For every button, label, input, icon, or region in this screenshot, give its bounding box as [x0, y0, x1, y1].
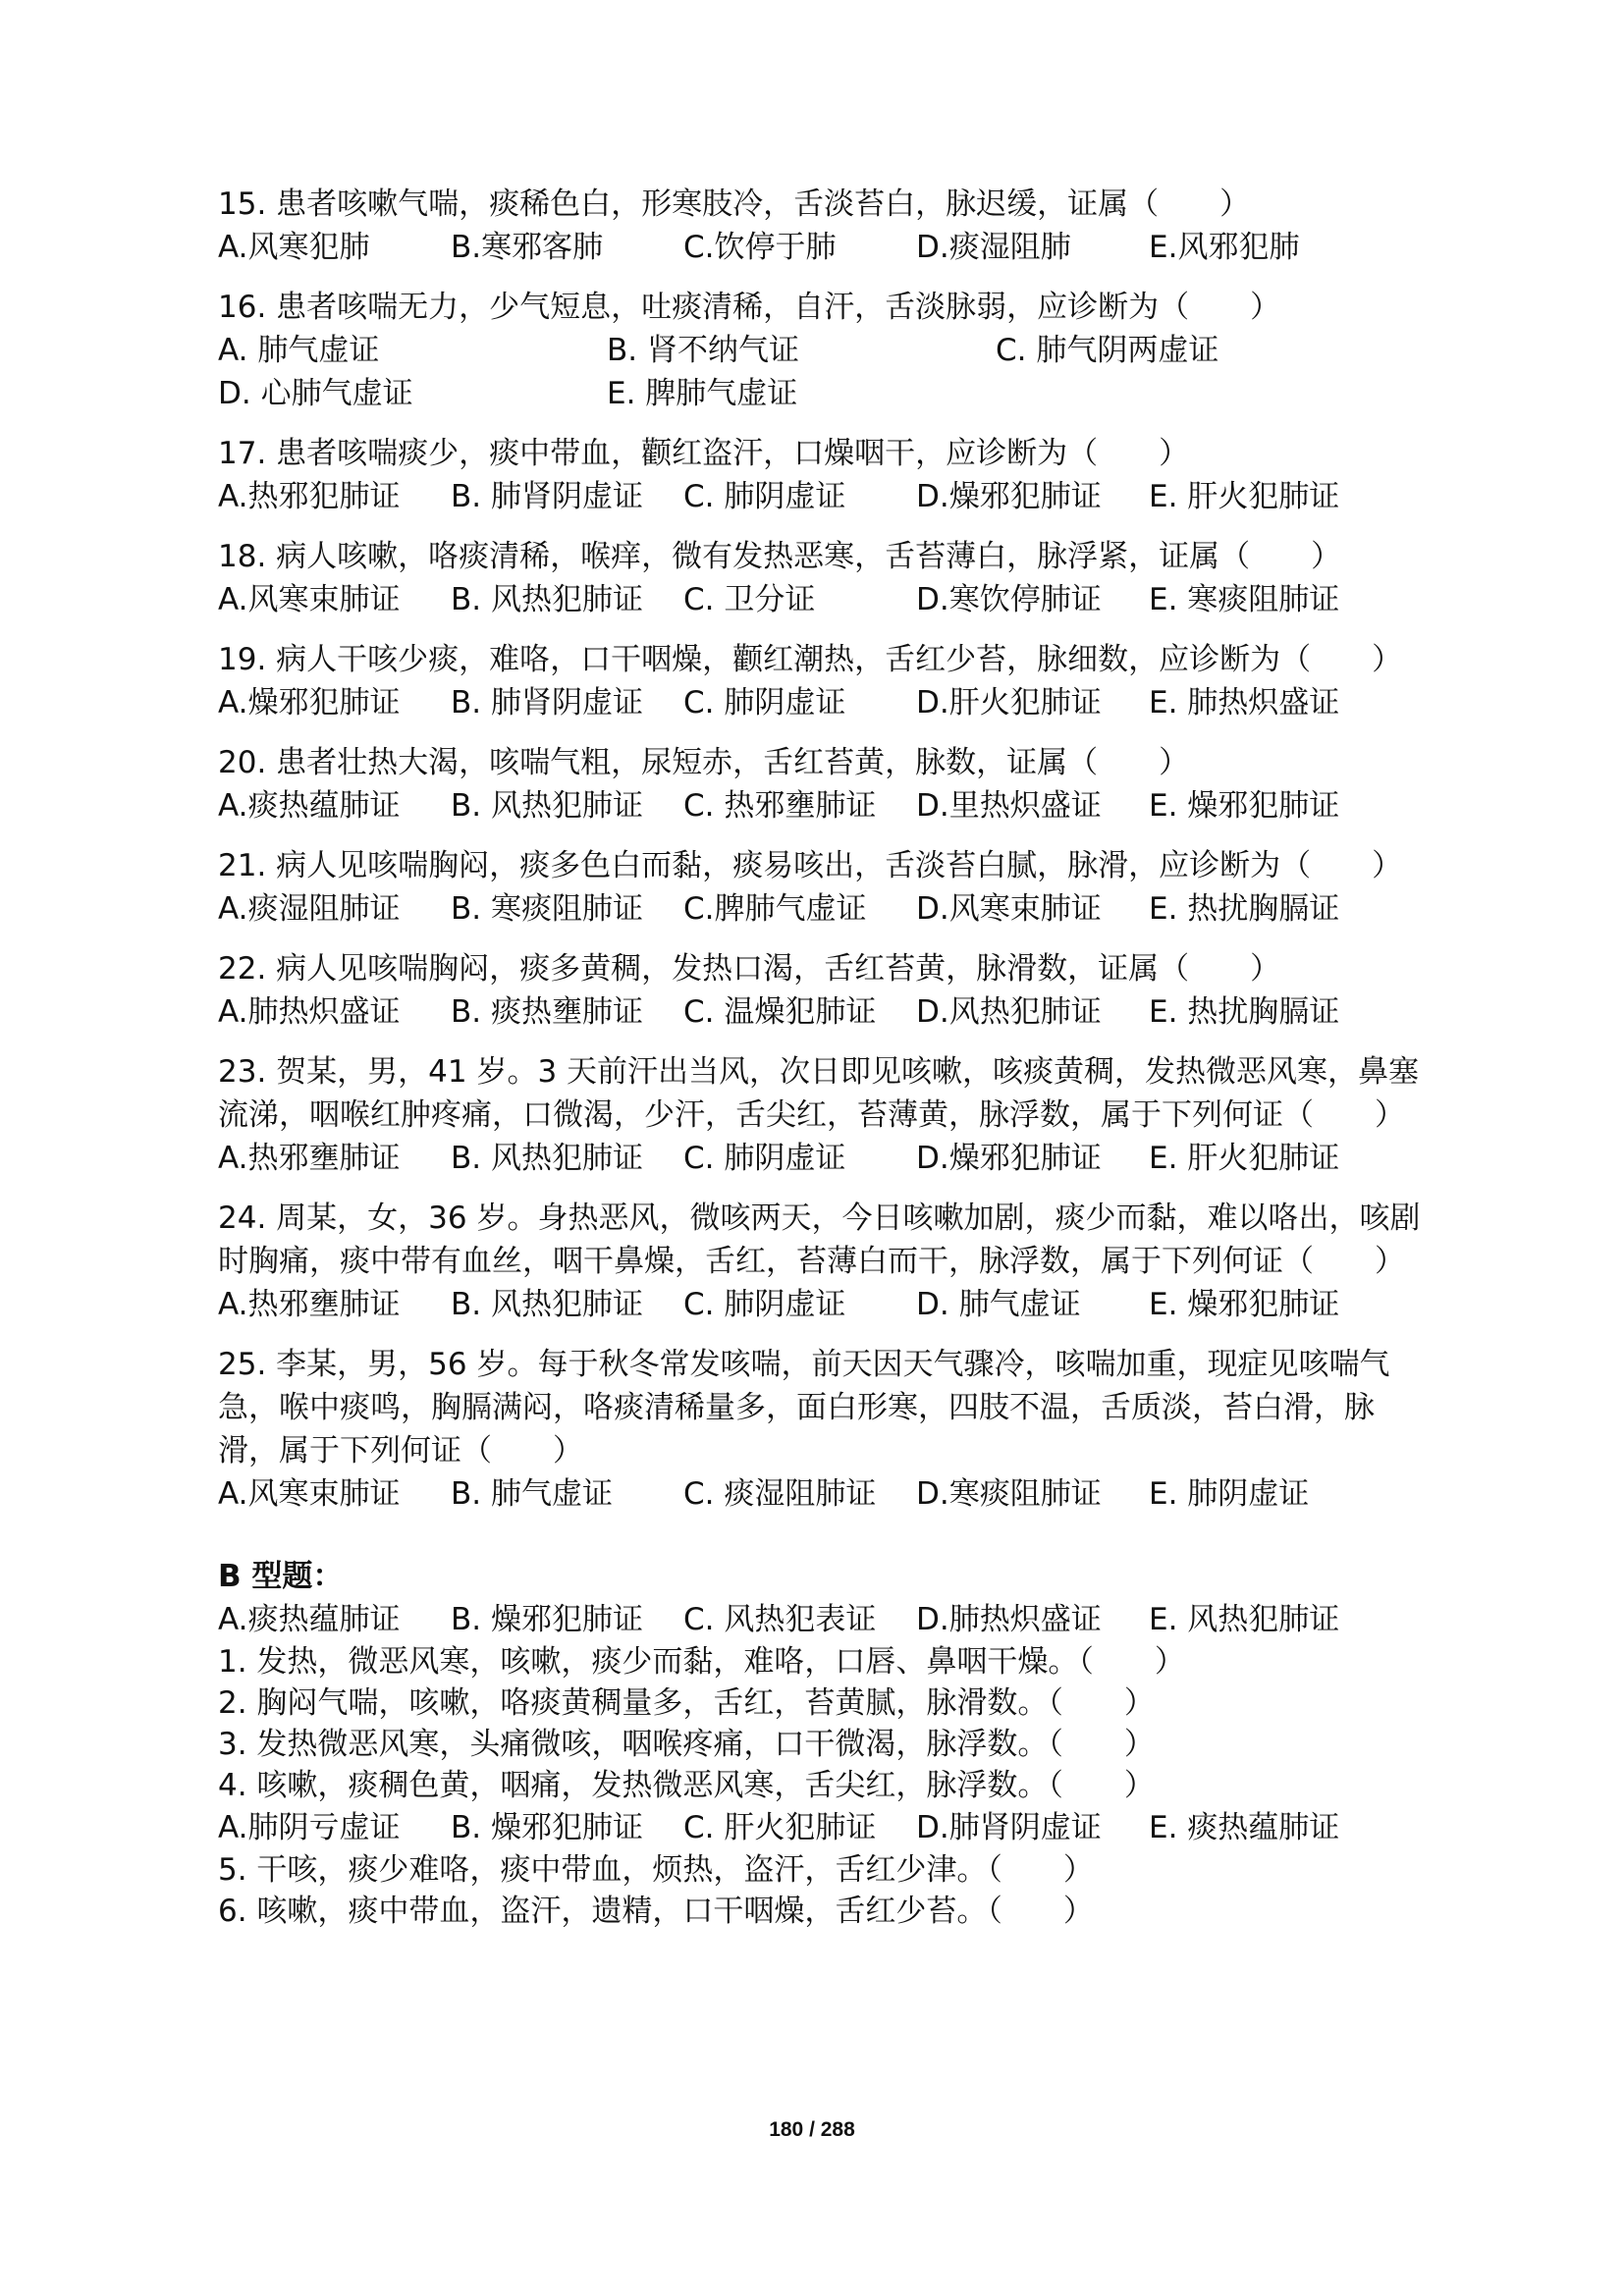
question-stem: 24. 周某，女，36 岁。身热恶风，微咳两天，今日咳嗽加剧，痰少而黏，难以咯出，咳剧时胸痛，痰中带有血丝，咽干鼻燥，舌红，苔薄白而干，脉浮数，属于下列何证（ ） [218, 1201, 1421, 1279]
option-c: C. 肝火犯肺证 [683, 1810, 877, 1845]
option-a: A.风寒束肺证 [218, 582, 401, 617]
option-a: A.热邪壅肺证 [218, 1141, 401, 1176]
option-a: A. 肺气虚证 [218, 333, 380, 368]
option-d: D.里热炽盛证 [916, 788, 1102, 824]
option-e: E.风邪犯肺 [1149, 230, 1300, 265]
b-question-5: 5. 干咳，痰少难咯，痰中带血，烦热，盗汗，舌红少津。（ ） [218, 1852, 1094, 1888]
option-d: D.风寒束肺证 [916, 891, 1102, 927]
b-group-1-options [218, 1598, 1426, 1641]
option-d: D.肺肾阴虚证 [916, 1810, 1102, 1845]
answer-options [218, 887, 1426, 931]
option-c: C. 温燥犯肺证 [683, 994, 877, 1030]
option-b: B. 肾不纳气证 [607, 333, 799, 368]
option-d: D.燥邪犯肺证 [916, 479, 1102, 514]
option-c: C.饮停于肺 [683, 230, 837, 265]
option-c: C. 热邪壅肺证 [683, 788, 877, 824]
option-c: C. 风热犯表证 [683, 1602, 877, 1637]
option-b: B.寒邪客肺 [451, 230, 604, 265]
question-19 [218, 638, 1426, 724]
question-15 [218, 183, 1426, 269]
option-a: A.燥邪犯肺证 [218, 685, 401, 721]
option-c: C. 肺阴虚证 [683, 1141, 846, 1176]
question-16 [218, 286, 1426, 415]
option-c: C. 卫分证 [683, 582, 816, 617]
question-21 [218, 844, 1426, 931]
option-b: B. 肺肾阴虚证 [451, 479, 643, 514]
answer-options [218, 990, 1426, 1034]
answer-options-row-1 [218, 329, 1426, 372]
answer-options [218, 681, 1426, 724]
option-a: A.肺阴亏虚证 [218, 1810, 401, 1845]
option-b: B. 寒痰阻肺证 [451, 891, 643, 927]
option-e: E. 热扰胸膈证 [1149, 994, 1340, 1030]
option-a: A.痰湿阻肺证 [218, 891, 401, 927]
answer-options [218, 1283, 1426, 1326]
b-question-2: 2. 胸闷气喘，咳嗽，咯痰黄稠量多，舌红，苔黄腻，脉滑数。（ ） [218, 1685, 1155, 1721]
question-25 [218, 1343, 1426, 1516]
question-stem: 18. 病人咳嗽，咯痰清稀，喉痒，微有发热恶寒，舌苔薄白，脉浮紧，证属（ ） [218, 539, 1342, 574]
option-c: C. 肺阴虚证 [683, 685, 846, 721]
option-e: E. 寒痰阻肺证 [1149, 582, 1340, 617]
option-e: E. 肺热炽盛证 [1149, 685, 1340, 721]
b-question-1: 1. 发热，微恶风寒，咳嗽，痰少而黏，难咯，口唇、鼻咽干燥。（ ） [218, 1644, 1185, 1680]
question-stem: 19. 病人干咳少痰，难咯，口干咽燥，颧红潮热，舌红少苔，脉细数，应诊断为（ ） [218, 642, 1403, 677]
option-d: D.肝火犯肺证 [916, 685, 1102, 721]
option-d: D.肺热炽盛证 [916, 1602, 1102, 1637]
option-b: B. 燥邪犯肺证 [451, 1602, 643, 1637]
answer-options [218, 475, 1426, 518]
option-c: C. 肺阴虚证 [683, 479, 846, 514]
option-e: E. 燥邪犯肺证 [1149, 1287, 1340, 1322]
option-a: A.热邪壅肺证 [218, 1287, 401, 1322]
option-b: B. 风热犯肺证 [451, 1287, 643, 1322]
option-a: A.肺热炽盛证 [218, 994, 401, 1030]
question-24 [218, 1197, 1426, 1326]
question-22 [218, 947, 1426, 1034]
option-b: B. 肺肾阴虚证 [451, 685, 643, 721]
option-d: D.风热犯肺证 [916, 994, 1102, 1030]
answer-options-row-2 [218, 372, 1426, 415]
b-question-4: 4. 咳嗽，痰稠色黄，咽痛，发热微恶风寒，舌尖红，脉浮数。（ ） [218, 1768, 1155, 1803]
page-number: 180 / 288 [769, 2118, 855, 2141]
b-group-2-options [218, 1806, 1426, 1849]
question-stem: 21. 病人见咳喘胸闷，痰多色白而黏，痰易咳出，舌淡苔白腻，脉滑，应诊断为（ ） [218, 848, 1403, 883]
option-b: B. 肺气虚证 [451, 1476, 613, 1512]
question-17 [218, 432, 1426, 518]
option-d: D.痰湿阻肺 [916, 230, 1071, 265]
question-18 [218, 535, 1426, 621]
option-e: E. 肝火犯肺证 [1149, 1141, 1340, 1176]
option-c: C. 肺阴虚证 [683, 1287, 846, 1322]
option-e: E. 脾肺气虚证 [607, 376, 798, 411]
section-title-b-type: B 型题： [218, 1559, 344, 1594]
option-e: E. 痰热蕴肺证 [1149, 1810, 1340, 1845]
option-d: D. 肺气虚证 [916, 1287, 1081, 1322]
answer-options [218, 226, 1426, 269]
question-stem: 23. 贺某，男，41 岁。3 天前汗出当风，次日即见咳嗽，咳痰黄稠，发热微恶风寒，鼻塞流涕，咽喉红肿疼痛，口微渴，少汗，舌尖红，苔薄黄，脉浮数，属于下列何证（ ） [218, 1054, 1420, 1133]
option-c: C.脾肺气虚证 [683, 891, 867, 927]
question-stem: 22. 病人见咳喘胸闷，痰多黄稠，发热口渴，舌红苔黄，脉滑数，证属（ ） [218, 951, 1281, 987]
question-stem: 17. 患者咳喘痰少，痰中带血，颧红盗汗，口燥咽干，应诊断为（ ） [218, 436, 1190, 471]
answer-options [218, 1472, 1426, 1516]
document-page [218, 183, 1426, 1932]
option-d: D.寒饮停肺证 [916, 582, 1102, 617]
question-stem: 15. 患者咳嗽气喘，痰稀色白，形寒肢冷，舌淡苔白，脉迟缓，证属（ ） [218, 187, 1251, 222]
option-a: A.痰热蕴肺证 [218, 1602, 401, 1637]
question-stem: 16. 患者咳喘无力，少气短息，吐痰清稀，自汗，舌淡脉弱，应诊断为（ ） [218, 290, 1281, 325]
option-b: B. 燥邪犯肺证 [451, 1810, 643, 1845]
question-20 [218, 741, 1426, 828]
option-b: B. 痰热壅肺证 [451, 994, 643, 1030]
option-a: A.风寒犯肺 [218, 230, 370, 265]
option-d: D.燥邪犯肺证 [916, 1141, 1102, 1176]
b-question-6: 6. 咳嗽，痰中带血，盗汗，遗精，口干咽燥，舌红少苔。（ ） [218, 1894, 1094, 1929]
option-e: E. 肝火犯肺证 [1149, 479, 1340, 514]
option-e: E. 热扰胸膈证 [1149, 891, 1340, 927]
answer-options [218, 578, 1426, 621]
option-d: D.寒痰阻肺证 [916, 1476, 1102, 1512]
option-a: A.痰热蕴肺证 [218, 788, 401, 824]
option-a: A.风寒束肺证 [218, 1476, 401, 1512]
option-a: A.热邪犯肺证 [218, 479, 401, 514]
question-stem: 20. 患者壮热大渴，咳喘气粗，尿短赤，舌红苔黄，脉数，证属（ ） [218, 745, 1190, 780]
question-stem: 25. 李某，男，56 岁。每于秋冬常发咳喘，前天因天气骤冷，咳喘加重，现症见咳喘气急，喉中痰鸣，胸膈满闷，咯痰清稀量多，面白形寒，四肢不温，舌质淡，苔白滑，脉滑，属于下列何证（ ） [218, 1347, 1390, 1468]
option-c: C. 痰湿阻肺证 [683, 1476, 877, 1512]
option-d: D. 心肺气虚证 [218, 376, 413, 411]
answer-options [218, 1137, 1426, 1180]
question-23 [218, 1050, 1426, 1180]
option-e: E. 风热犯肺证 [1149, 1602, 1340, 1637]
option-b: B. 风热犯肺证 [451, 1141, 643, 1176]
b-question-3: 3. 发热微恶风寒，头痛微咳，咽喉疼痛，口干微渴，脉浮数。（ ） [218, 1727, 1155, 1762]
option-b: B. 风热犯肺证 [451, 582, 643, 617]
option-b: B. 风热犯肺证 [451, 788, 643, 824]
option-e: E. 燥邪犯肺证 [1149, 788, 1340, 824]
option-e: E. 肺阴虚证 [1149, 1476, 1310, 1512]
answer-options [218, 784, 1426, 828]
option-c: C. 肺气阴两虚证 [996, 333, 1219, 368]
